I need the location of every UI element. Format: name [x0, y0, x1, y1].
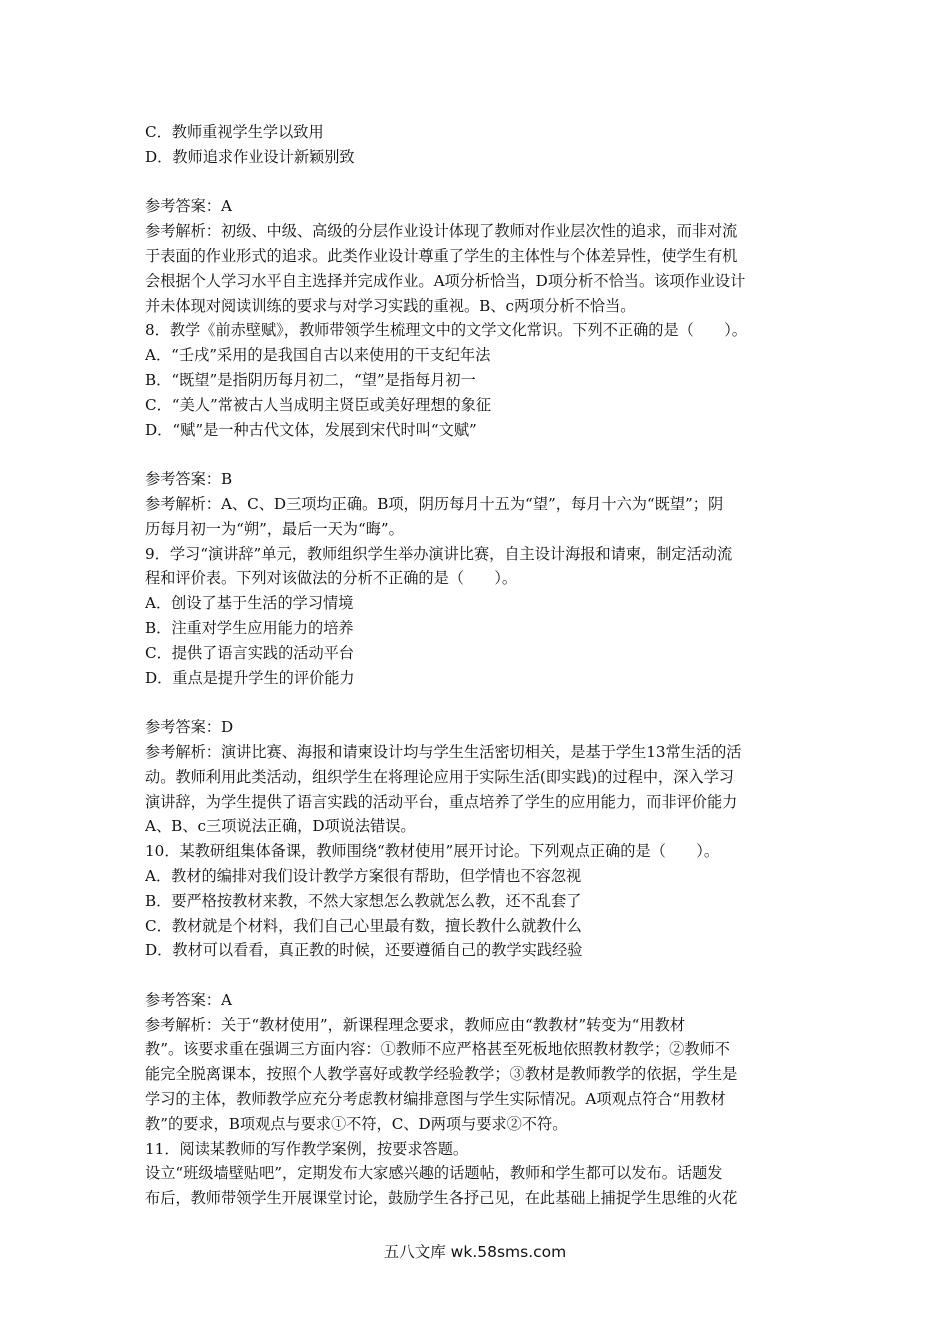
q10-analysis-line: 学习的主体，教师教学应充分考虑教材编排意图与学生实际情况。A项观点符合“用教材 — [145, 1090, 726, 1109]
q7-answer: 参考答案：A — [145, 197, 232, 216]
q10-answer: 参考答案：A — [145, 990, 232, 1009]
q9-option-d: D．重点是提升学生的评价能力 — [145, 668, 355, 687]
q9-option-a: A．创设了基于生活的学习情境 — [145, 594, 354, 613]
q7-analysis-line: 参考解析：初级、中级、高级的分层作业设计体现了教师对作业层次性的追求，而非对流 — [145, 222, 738, 241]
q8-analysis-line: 参考解析：A、C、D三项均正确。B项，阴历每月十五为“望”，每月十六为“既望”；阴 — [145, 494, 724, 513]
q7-analysis-line: 会根据个人学习水平自主选择并完成作业。A项分析恰当，D项分析不恰当。该项作业设计 — [145, 271, 746, 290]
q9-analysis-line: 演讲辞，为学生提供了语言实践的活动平台，重点培养了学生的应用能力，而非评价能力 — [145, 792, 738, 811]
q7-option-c: C．教师重视学生学以致用 — [145, 123, 324, 141]
q9-analysis-line: 动。教师利用此类活动，组织学生在将理论应用于实际生活(即实践)的过程中，深入学习 — [145, 767, 734, 786]
spacer — [145, 170, 810, 195]
q8-option-a: A．“壬戌”采用的是我国自古以来使用的干支纪年法 — [145, 346, 491, 365]
spacer — [145, 963, 810, 988]
q9-stem-line: 9．学习“演讲辞”单元，教师组织学生举办演讲比赛，自主设计海报和请柬，制定活动流 — [145, 544, 733, 563]
q8-stem: 8．教学《前赤壁赋》，教师带领学生梳理文中的文学文化常识。下列不正确的是（ ）。 — [145, 321, 747, 340]
q9-analysis-line: 参考解析：演讲比赛、海报和请柬设计均与学生生活密切相关，是基于学生13常生活的活 — [145, 742, 742, 761]
q10-analysis-line: 教”。该要求重在强调三方面内容：①教师不应严格甚至死板地依照教材教学；②教师不 — [145, 1040, 730, 1059]
q9-analysis-line: A、B、c三项说法正确，D项说法错误。 — [145, 817, 416, 836]
q9-option-c: C．提供了语言实践的活动平台 — [145, 643, 355, 662]
q10-analysis-line: 能完全脱离课本，按照个人教学喜好或教学经验教学；③教材是教师教学的依据，学生是 — [145, 1065, 738, 1084]
q10-option-a: A．教材的编排对我们设计教学方案很有帮助，但学情也不容忽视 — [145, 866, 582, 885]
q10-option-c: C．教材就是个材料，我们自己心里最有数，擅长教什么就教什么 — [145, 916, 582, 935]
q11-body-line: 设立“班级墙壁贴吧”，定期发布大家感兴趣的话题帖，教师和学生都可以发布。话题发 — [145, 1164, 723, 1183]
q8-option-c: C．“美人”常被古人当成明主贤臣或美好理想的象征 — [145, 395, 492, 414]
q9-stem-line: 程和评价表。下列对该做法的分析不正确的是（ ）。 — [145, 569, 518, 588]
spacer — [145, 690, 810, 715]
q11-stem: 11．阅读某教师的写作教学案例，按要求答题。 — [145, 1139, 469, 1158]
q10-option-d: D．教材可以看看，真正教的时候，还要遵循自己的教学实践经验 — [145, 941, 583, 960]
q10-analysis-line: 参考解析：关于“教材使用”，新课程理念要求，教师应由“教教材”转变为“用教材 — [145, 1015, 686, 1034]
document-page — [145, 120, 810, 1211]
spacer — [145, 442, 810, 467]
q10-analysis-line: 教”的要求，B项观点与要求①不符，C、D两项与要求②不符。 — [145, 1114, 568, 1133]
q10-option-b: B．要严格按教材来教，不然大家想怎么教就怎么教，还不乱套了 — [145, 891, 582, 910]
q10-stem: 10．某教研组集体备课，教师围绕“教材使用”展开讨论。下列观点正确的是（ ）。 — [145, 842, 720, 861]
q11-body-line: 布后，教师带领学生开展课堂讨论，鼓励学生各抒己见，在此基础上捕捉学生思维的火花 — [145, 1189, 738, 1208]
q7-option-d: D．教师追求作业设计新颖别致 — [145, 147, 355, 166]
q7-analysis-line: 并未体现对阅读训练的要求与对学习实践的重视。B、c两项分析不恰当。 — [145, 296, 636, 315]
q7-analysis-line: 于表面的作业形式的追求。此类作业设计尊重了学生的主体性与个体差异性，使学生有机 — [145, 246, 738, 265]
q9-option-b: B．注重对学生应用能力的培养 — [145, 618, 354, 637]
q8-option-d: D．“赋”是一种古代文体，发展到宋代时叫“文赋” — [145, 420, 477, 439]
q8-answer: 参考答案：B — [145, 470, 233, 489]
page-footer-watermark: 五八文库 wk.58sms.com — [383, 1243, 567, 1261]
q9-answer: 参考答案：D — [145, 718, 234, 737]
q8-analysis-line: 历每月初一为“朔”，最后一天为“晦”。 — [145, 519, 404, 538]
q8-option-b: B．“既望”是指阴历每月初二，“望”是指每月初一 — [145, 370, 476, 389]
